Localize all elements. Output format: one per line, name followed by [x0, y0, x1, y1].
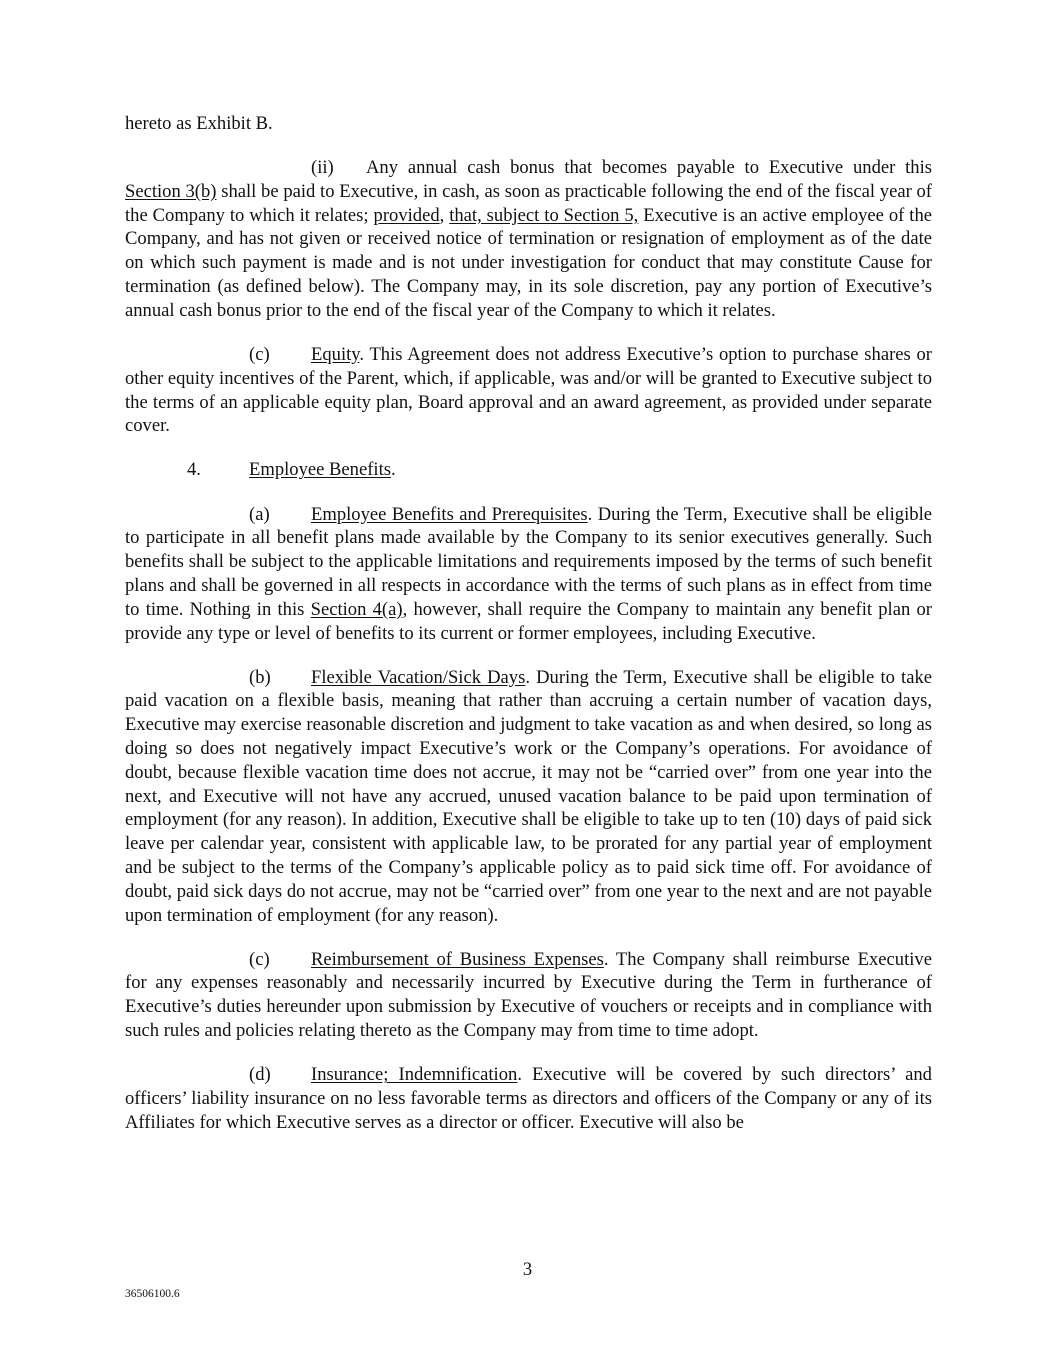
paragraph-label: (c): [249, 948, 270, 970]
section-title: Employee Benefits: [249, 459, 391, 481]
paragraph-label: (d): [249, 1064, 271, 1086]
paragraph-heading: Flexible Vacation/Sick Days: [311, 666, 526, 688]
paragraph-label: (ii): [311, 157, 334, 179]
paragraph-label: (c): [249, 343, 270, 365]
paragraph-4a: [125, 503, 932, 646]
paragraph-text: ,: [439, 204, 450, 226]
paragraph-heading: Equity: [311, 343, 360, 365]
paragraph-4c: [125, 948, 932, 1043]
defined-term: provided: [373, 204, 440, 226]
paragraph-text: Executive is an active employee of the Company, and has not given or received notice of termination or resignation of employment as of the date on which such payment is made and is not under investigation for conduct that may constitute Cause for termination (as defined below). The Company may, in its sole discretion, pay any portion of Executive’s annual cash bonus prior to the end of the fiscal year of the Company to which it relates.: [125, 204, 932, 321]
paragraph-4b: [125, 666, 932, 928]
cross-reference: Section 4(a): [310, 598, 403, 620]
document-body: [125, 112, 932, 1155]
paragraph-heading: Insurance; Indemnification: [311, 1064, 518, 1086]
section-title-tail: .: [391, 459, 396, 481]
paragraph-label: (b): [249, 666, 271, 688]
cross-reference: Section 3(b): [125, 180, 217, 202]
section-heading-4: [125, 458, 932, 482]
paragraph-text: . This Agreement does not address Executive’s option to purchase shares or other equity incentives of the Parent, which, if applicable, was and/or will be granted to Executive subject to the terms of an applicable equity plan, Board approval and an award agreement, as provided under separate cover.: [125, 343, 932, 437]
paragraph-text: . During the Term, Executive shall be eligible to take paid vacation on a flexible basis, meaning that rather than accruing a certain number of vacation days, Executive may exercise reasonable discretion and judgment to take vacation as and when desired, so long as doing so does not negatively impact Executive’s work or the Company’s operations. For avoidance of doubt, because flexible vacation time does not accrue, it may not be “carried over” from one year into the next, and Executive will not have any accrued, unused vacation balance to be paid upon termination of employment (for any reason). In addition, Executive shall be eligible to take up to ten (10) days of paid sick leave per calendar year, consistent with applicable law, to be prorated for any partial year of employment and be subject to the terms of the Company’s applicable policy as to paid sick time off. For avoidance of doubt, paid sick days do not accrue, may not be “carried over” from one year to the next and are not payable upon termination of employment (for any reason).: [125, 666, 932, 926]
section-number: 4.: [187, 459, 201, 481]
paragraph-heading: Reimbursement of Business Expenses: [311, 948, 604, 970]
document-id: 36506100.6: [125, 1288, 180, 1300]
paragraph-label: (a): [249, 503, 270, 525]
paragraph-3b-ii: [125, 156, 932, 323]
paragraph-text: Any annual cash bonus that becomes payable to Executive under this: [366, 157, 932, 179]
paragraph-text: . The Company shall reimburse Executive for any expenses reasonably and necessarily incurred by Executive during the Term in furtherance of Executive’s duties hereunder upon submission by Executive of vouchers or receipts and in compliance with such rules and policies relating thereto as the Company may from time to time adopt.: [125, 948, 932, 1042]
paragraph-3c-equity: [125, 343, 932, 438]
paragraph-intro: [125, 112, 932, 136]
paragraph-4d: [125, 1063, 932, 1134]
paragraph-text: shall be paid to Executive, in cash, as soon as practicable following the end of the fiscal year of the Company to which it relates;: [125, 180, 932, 226]
paragraph-text: , however, shall require the Company to maintain any benefit plan or provide any type or level of benefits to its current or former employees, including Executive.: [125, 598, 932, 644]
paragraph-text: . During the Term, Executive shall be eligible to participate in all benefit plans made available by the Company to its senior executives generally. Such benefits shall be subject to the applicable limitations and requirements imposed by the terms of such benefit plans and shall be governed in all respects in accordance with the terms of such plans as in effect from time to time. Nothing in this: [125, 503, 932, 620]
intro-text: hereto as Exhibit B.: [125, 113, 273, 134]
defined-term: that, subject to Section 5,: [449, 204, 639, 226]
page-number: 3: [522, 1259, 533, 1280]
paragraph-heading: Employee Benefits and Prerequisites: [311, 503, 588, 525]
paragraph-text: . Executive will be covered by such directors’ and officers’ liability insurance on no less favorable terms as directors and officers of the Company or any of its Affiliates for which Executive serves as a director or officer. Executive will also be: [125, 1064, 932, 1133]
